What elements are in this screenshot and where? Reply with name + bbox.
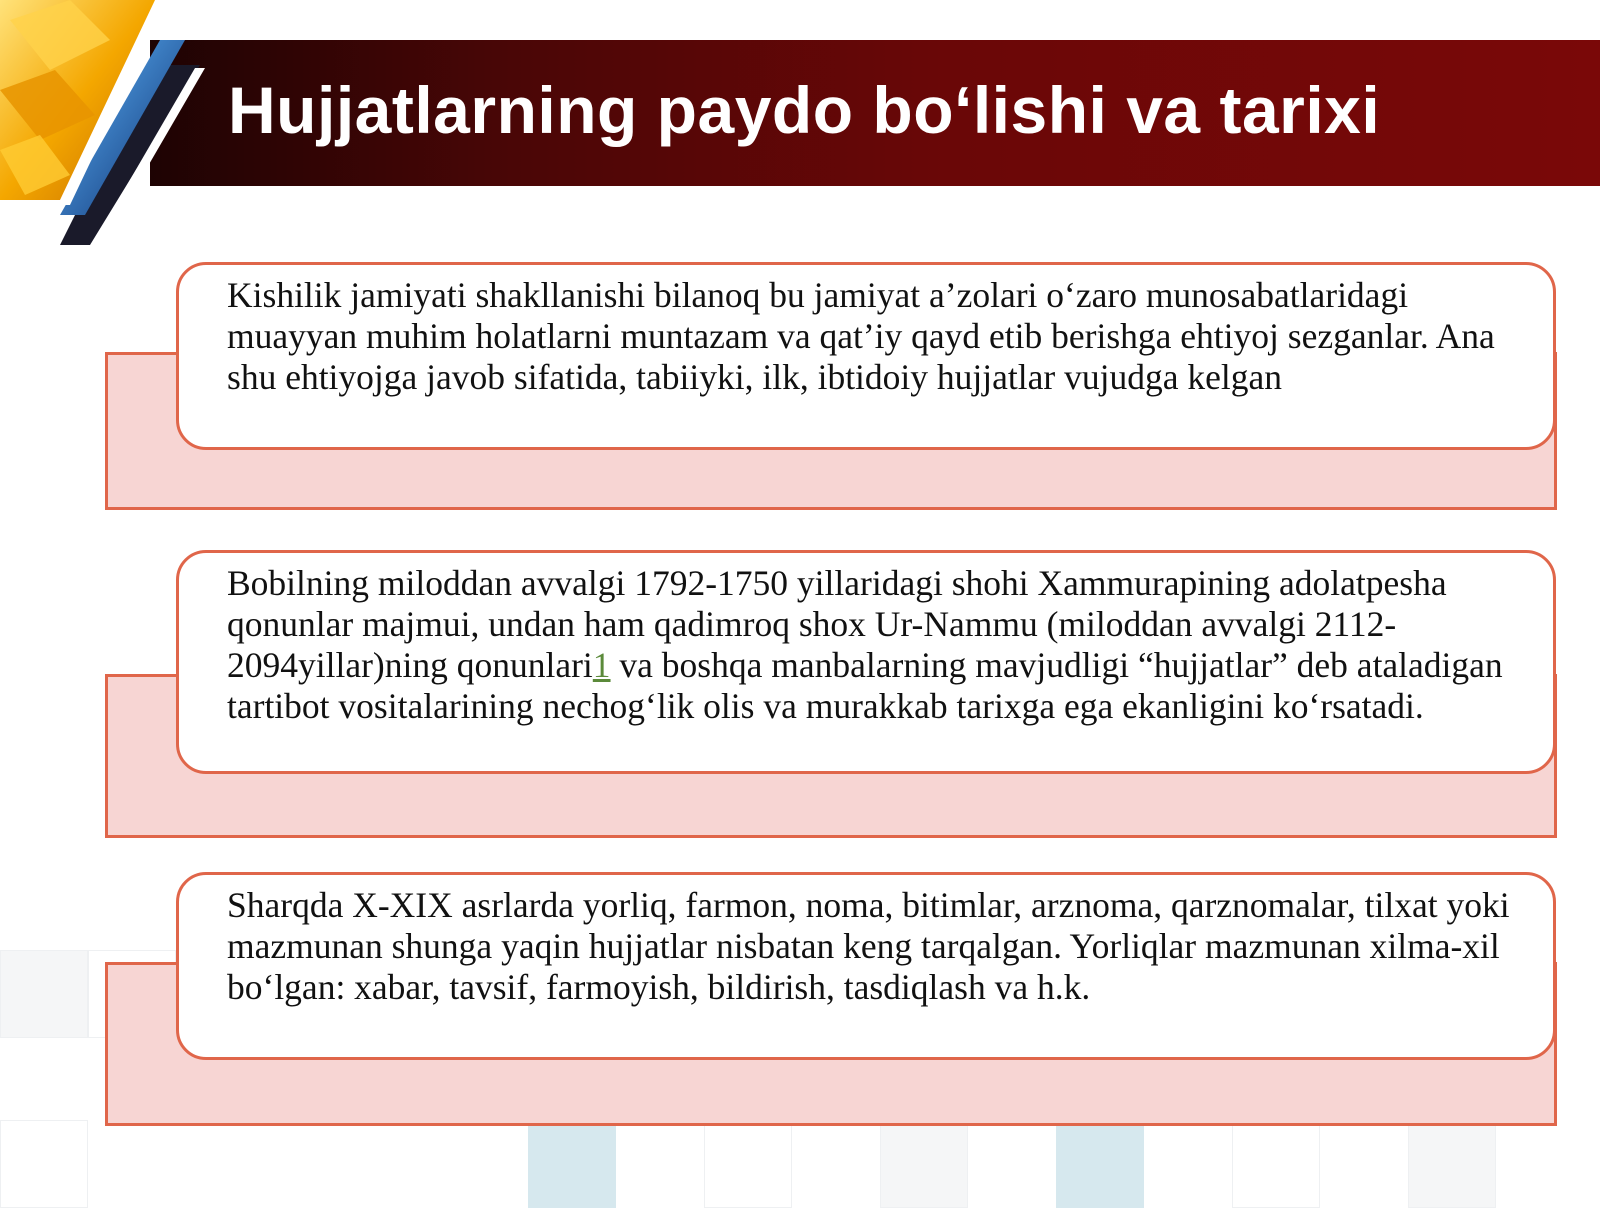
bg-tile [1408,1120,1496,1208]
bg-tile [528,1120,616,1208]
bg-tile [0,950,88,1038]
card-2-text-cont: va boshqa manbalarning mavjudligi “hujjatlar” deb ataladigan tartibot vositalarining nechog‘lik olis va murakkab tarixga ega ekanligini ko‘rsatadi. [227,645,1503,726]
card-1-text: Kishilik jamiyati shakllanishi bilanoq bu jamiyat a’zolari o‘zaro munosabatlaridagi muayyan muhim holatlarni muntazam va qat’iy qayd etib berishga ehtiyoj sezganlar. Ana shu ehtiyojga javob sifatida, tabiiyki, ilk, ibtidoiy hujjatlar vujudga kelgan [227,275,1495,397]
bg-tile [1056,1120,1144,1208]
card-2-text: Bobilning miloddan avvalgi 1792-1750 yillaridagi shohi Xammurapining adolatpesha qonunlar majmui, undan ham qadimroq shox Ur-Nammu (miloddan avvalgi 2112-2094yillar)ning qonunlari [227,563,1447,685]
gold-bars-image [0,0,210,250]
bg-tile [1232,1120,1320,1208]
card-3-text: Sharqda X-XIX asrlarda yorliq, farmon, noma, bitimlar, arznoma, qarznomalar, tilxat yoki mazmunan shunga yaqin hujjatlar nisbatan keng tarqalgan. Yorliqlar mazmunan xilma-xil bo‘lgan: xabar, tavsif, farmoyish, bildirish, tasdiqlash va h.k. [227,885,1510,1007]
bg-tile [880,1120,968,1208]
bg-tile [704,1120,792,1208]
bg-tile [0,1120,88,1208]
footnote-link[interactable]: 1 [592,645,611,685]
card-3 [176,872,1556,1060]
card-2 [176,550,1556,774]
slide-title: Hujjatlarning paydo bo‘lishi va tarixi [228,73,1381,147]
card-1 [176,262,1556,450]
